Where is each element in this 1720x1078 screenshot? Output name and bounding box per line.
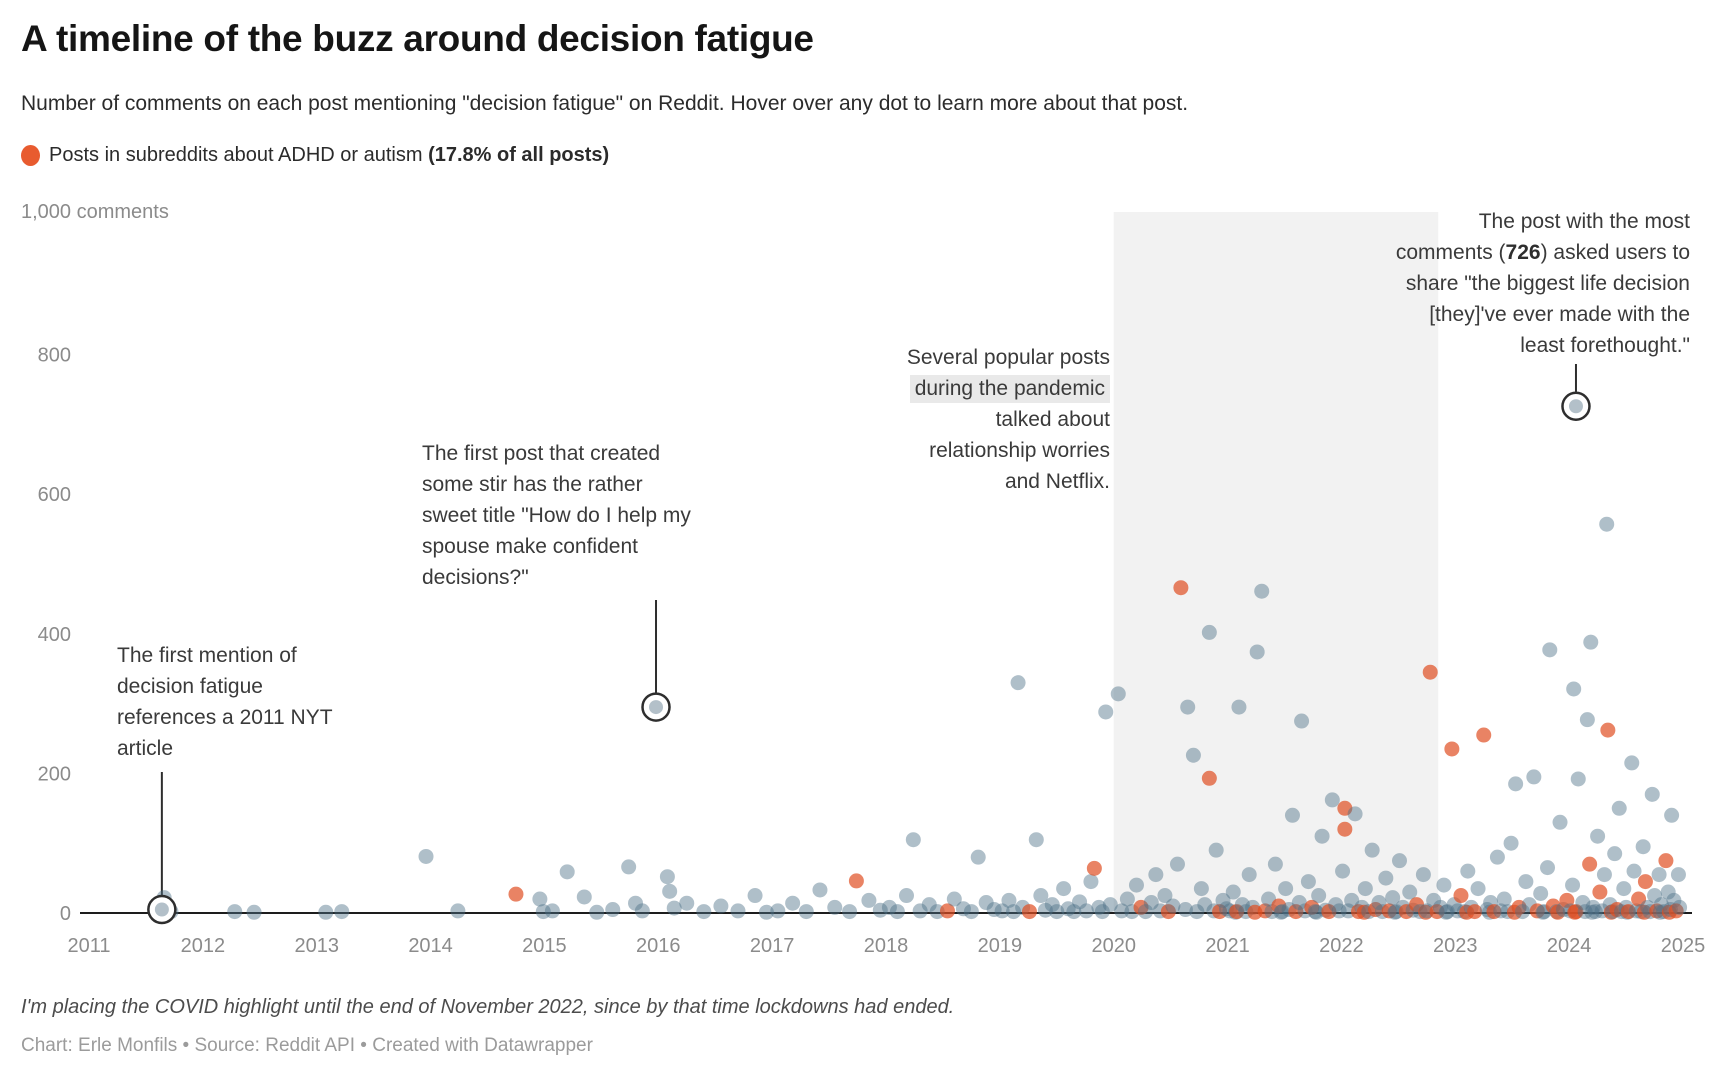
x-tick-label: 2015 <box>522 935 567 957</box>
annotation-first-stir: The first post that created some stir has the rather sweet title "How do I help my spouse make confident decisions?" <box>422 442 691 589</box>
data-point[interactable] <box>419 849 434 864</box>
data-point[interactable] <box>1583 635 1598 650</box>
data-point[interactable] <box>1209 843 1224 858</box>
data-point[interactable] <box>1652 867 1667 882</box>
data-point[interactable] <box>1590 829 1605 844</box>
data-point[interactable] <box>890 904 905 919</box>
data-point[interactable] <box>1597 867 1612 882</box>
data-point-adhd[interactable] <box>1592 885 1607 900</box>
x-tick-label: 2025 <box>1660 935 1706 957</box>
data-point[interactable] <box>577 889 592 904</box>
data-point[interactable] <box>1518 874 1533 889</box>
data-point[interactable] <box>1194 881 1209 896</box>
data-point[interactable] <box>1180 700 1195 715</box>
data-point[interactable] <box>1083 874 1098 889</box>
data-point[interactable] <box>1315 829 1330 844</box>
data-point-adhd[interactable] <box>1087 861 1102 876</box>
data-point-adhd[interactable] <box>1444 741 1459 756</box>
data-point[interactable] <box>1566 681 1581 696</box>
data-point[interactable] <box>1311 888 1326 903</box>
data-point-adhd[interactable] <box>849 873 864 888</box>
data-point[interactable] <box>1378 871 1393 886</box>
data-point[interactable] <box>1254 584 1269 599</box>
data-point[interactable] <box>1599 517 1614 532</box>
x-tick-label: 2021 <box>1205 935 1250 957</box>
data-point[interactable] <box>1460 864 1475 879</box>
annotation-pandemic: Several popular posts during the pandemic talked about relationship worries and Netflix. <box>906 346 1110 493</box>
legend-label: Posts in subreddits about ADHD or autism (17.8% of all posts) <box>49 144 610 166</box>
data-point[interactable] <box>635 903 650 918</box>
data-point-adhd[interactable] <box>1202 771 1217 786</box>
data-point[interactable] <box>660 869 675 884</box>
data-point[interactable] <box>450 903 465 918</box>
data-point[interactable] <box>971 850 986 865</box>
data-point[interactable] <box>1580 712 1595 727</box>
data-point-adhd[interactable] <box>1022 904 1037 919</box>
data-point[interactable] <box>1526 769 1541 784</box>
data-point[interactable] <box>1186 748 1201 763</box>
data-point[interactable] <box>605 902 620 917</box>
pandemic-highlighted-text: during the pandemic <box>910 375 1110 403</box>
y-axis-unit-label: 1,000 comments <box>21 201 169 223</box>
data-point[interactable] <box>906 832 921 847</box>
data-point[interactable] <box>1294 714 1309 729</box>
data-point[interactable] <box>1571 771 1586 786</box>
chart-title: A timeline of the buzz around decision fatigue <box>21 18 814 59</box>
data-point[interactable] <box>1285 808 1300 823</box>
data-point[interactable] <box>827 900 842 915</box>
data-point-adhd[interactable] <box>1337 822 1352 837</box>
y-tick-label: 400 <box>37 623 71 646</box>
data-point[interactable] <box>1533 886 1548 901</box>
data-point[interactable] <box>1627 864 1642 879</box>
callout-dot[interactable] <box>649 700 663 714</box>
x-tick-label: 2019 <box>977 935 1023 957</box>
data-point[interactable] <box>1436 878 1451 893</box>
x-tick-label: 2022 <box>1319 935 1364 957</box>
data-point-adhd[interactable] <box>1582 857 1597 872</box>
data-point[interactable] <box>1664 808 1679 823</box>
data-point[interactable] <box>1504 836 1519 851</box>
data-point[interactable] <box>1111 686 1126 701</box>
x-tick-label: 2023 <box>1433 935 1478 957</box>
x-tick-label: 2013 <box>294 935 339 957</box>
data-point[interactable] <box>1392 853 1407 868</box>
data-point[interactable] <box>696 904 711 919</box>
data-point[interactable] <box>1645 787 1660 802</box>
data-point[interactable] <box>560 864 575 879</box>
y-tick-label: 200 <box>37 763 71 786</box>
data-point[interactable] <box>1490 850 1505 865</box>
data-point[interactable] <box>799 904 814 919</box>
data-point-adhd[interactable] <box>1173 580 1188 595</box>
x-tick-label: 2014 <box>408 935 453 957</box>
x-tick-label: 2024 <box>1546 935 1592 957</box>
data-point[interactable] <box>1056 881 1071 896</box>
data-point[interactable] <box>730 903 745 918</box>
x-tick-label: 2016 <box>636 935 681 957</box>
data-point[interactable] <box>1672 900 1687 915</box>
data-point[interactable] <box>1365 843 1380 858</box>
data-point-adhd[interactable] <box>1476 728 1491 743</box>
annotation-first-mention: The first mention of decision fatigue references a 2011 NYT article <box>117 644 333 760</box>
data-point[interactable] <box>1542 642 1557 657</box>
data-point-adhd[interactable] <box>1467 904 1482 919</box>
data-point[interactable] <box>1565 878 1580 893</box>
x-tick-label: 2011 <box>67 935 111 957</box>
data-point[interactable] <box>1348 806 1363 821</box>
data-point[interactable] <box>1242 867 1257 882</box>
data-point-adhd[interactable] <box>1453 888 1468 903</box>
x-tick-label: 2020 <box>1091 935 1136 957</box>
data-point[interactable] <box>1170 857 1185 872</box>
data-point[interactable] <box>748 888 763 903</box>
chart-subtitle: Number of comments on each post mentioning "decision fatigue" on Reddit. Hover over any dot to learn more about that post. <box>21 92 1189 115</box>
data-point[interactable] <box>1278 881 1293 896</box>
data-point[interactable] <box>842 904 857 919</box>
data-point[interactable] <box>1416 867 1431 882</box>
chart-footnote: I'm placing the COVID highlight until the end of November 2022, since by that time lockdowns had ended. <box>21 996 955 1018</box>
data-point[interactable] <box>318 905 333 920</box>
x-tick-label: 2017 <box>749 935 795 957</box>
data-point-adhd[interactable] <box>508 887 523 902</box>
data-point[interactable] <box>1624 755 1639 770</box>
y-tick-label: 600 <box>37 484 71 507</box>
data-point[interactable] <box>1098 704 1113 719</box>
data-point[interactable] <box>1231 700 1246 715</box>
data-point[interactable] <box>812 882 827 897</box>
data-point[interactable] <box>1335 864 1350 879</box>
data-point[interactable] <box>1671 867 1686 882</box>
data-point[interactable] <box>621 859 636 874</box>
data-point[interactable] <box>1471 881 1486 896</box>
data-point[interactable] <box>1553 815 1568 830</box>
data-point[interactable] <box>964 904 979 919</box>
x-tick-label: 2018 <box>863 935 909 957</box>
data-point[interactable] <box>770 903 785 918</box>
data-point[interactable] <box>1358 881 1373 896</box>
data-point[interactable] <box>1129 878 1144 893</box>
data-point[interactable] <box>1540 860 1555 875</box>
data-point[interactable] <box>1612 801 1627 816</box>
data-point[interactable] <box>227 904 242 919</box>
data-point-adhd[interactable] <box>1658 853 1673 868</box>
data-point[interactable] <box>589 905 604 920</box>
data-point[interactable] <box>545 903 560 918</box>
callout-dot[interactable] <box>155 903 169 917</box>
data-point[interactable] <box>1148 867 1163 882</box>
data-point[interactable] <box>1268 857 1283 872</box>
data-point[interactable] <box>899 888 914 903</box>
data-point[interactable] <box>532 892 547 907</box>
data-point-adhd[interactable] <box>1423 665 1438 680</box>
data-point[interactable] <box>1325 792 1340 807</box>
data-point[interactable] <box>1202 625 1217 640</box>
annotation-most-comments: The post with the most comments (726) asked users to share "the biggest life decision [they]'ve ever made with the least forethought." <box>1395 210 1690 357</box>
data-point[interactable] <box>1497 892 1512 907</box>
data-point[interactable] <box>785 896 800 911</box>
data-point[interactable] <box>861 893 876 908</box>
data-point[interactable] <box>662 884 677 899</box>
y-tick-label: 0 <box>59 903 71 925</box>
data-point[interactable] <box>1616 881 1631 896</box>
data-point[interactable] <box>1508 776 1523 791</box>
most-comments-count: 726 <box>1505 241 1541 264</box>
data-point[interactable] <box>1250 644 1265 659</box>
x-tick-label: 2012 <box>180 935 226 957</box>
callout-dot[interactable] <box>1569 399 1583 413</box>
data-point[interactable] <box>1226 885 1241 900</box>
data-point[interactable] <box>1636 839 1651 854</box>
data-point-adhd[interactable] <box>1600 723 1615 738</box>
y-tick-label: 800 <box>37 344 71 367</box>
data-point[interactable] <box>1029 832 1044 847</box>
data-point[interactable] <box>1301 874 1316 889</box>
data-point[interactable] <box>679 896 694 911</box>
chart-credit: Chart: Erle Monfils • Source: Reddit API • Created with Datawrapper <box>21 1035 593 1056</box>
data-point[interactable] <box>1607 846 1622 861</box>
data-point-adhd[interactable] <box>1638 874 1653 889</box>
data-point[interactable] <box>247 905 262 920</box>
data-point[interactable] <box>334 904 349 919</box>
data-point[interactable] <box>713 899 728 914</box>
data-point[interactable] <box>1011 675 1026 690</box>
